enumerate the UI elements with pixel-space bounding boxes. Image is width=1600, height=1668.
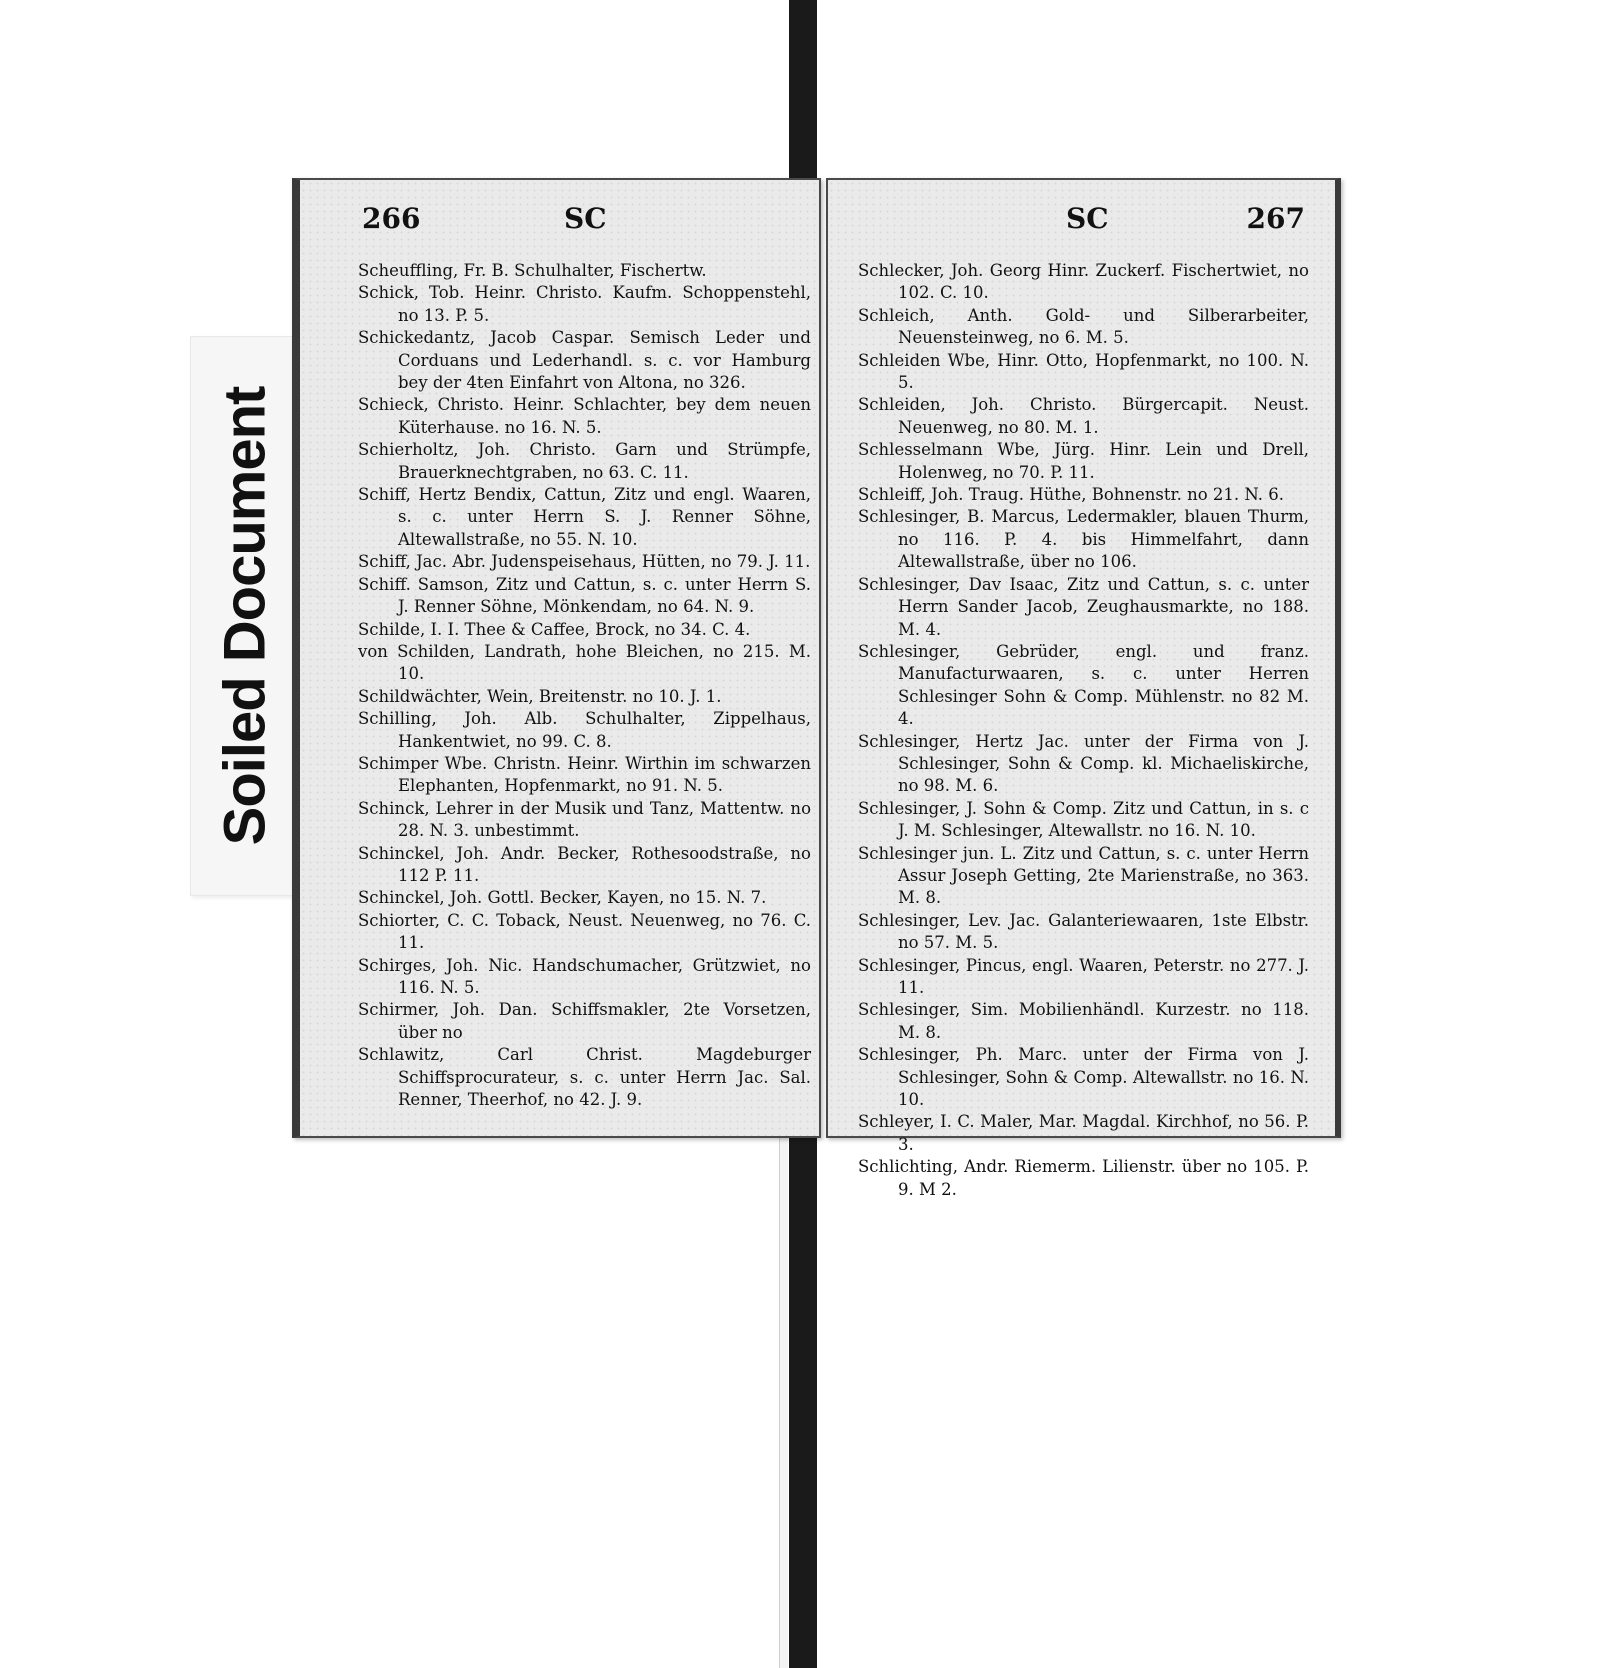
directory-entry: Schlesinger, Dav Isaac, Zitz und Cattun, s. c. unter Herrn Sander Jacob, Zeughausmarkte, no 188. M. 4. (858, 574, 1309, 639)
entry-list (358, 260, 811, 1111)
directory-entry: Schlawitz, Carl Christ. Magdeburger Schiffsprocurateur, s. c. unter Herrn Jac. Sal. Renner, Theerhof, no 42. J. 9. (358, 1045, 811, 1110)
directory-entry: Schleiff, Joh. Traug. Hüthe, Bohnenstr. no 21. N. 6. (858, 485, 1284, 505)
directory-entry: Schlesinger, J. Sohn & Comp. Zitz und Cattun, in s. c J. M. Schlesinger, Altewallstr. no 16. N. 10. (858, 798, 1309, 841)
directory-entry: Schimper Wbe. Christn. Heinr. Wirthin im schwarzen Elephanten, Hopfenmarkt, no 91. N. 5. (358, 753, 811, 796)
directory-entry: Schick, Tob. Heinr. Christo. Kaufm. Schoppenstehl, no 13. P. 5. (358, 283, 811, 325)
directory-entry: Schleiden Wbe, Hinr. Otto, Hopfenmarkt, no 100. N. 5. (858, 350, 1309, 393)
soiled-document-label (190, 336, 300, 896)
directory-entry: Schilling, Joh. Alb. Schulhalter, Zippelhaus, Hankentwiet, no 99. C. 8. (358, 709, 811, 751)
running-header: SC (564, 202, 607, 235)
directory-entry: Schlesinger, Pincus, engl. Waaren, Peterstr. no 277. J. 11. (858, 955, 1309, 997)
directory-entry: Schiff, Hertz Bendix, Cattun, Zitz und engl. Waaren, s. c. unter Herrn S. J. Renner Söhne, Altewallstraße, no 55. N. 10. (358, 485, 811, 549)
directory-entry: Schlesinger, Lev. Jac. Galanteriewaaren, 1ste Elbstr. no 57. M. 5. (858, 910, 1309, 953)
directory-entry: Schlesinger, Sim. Mobilienhändl. Kurzestr. no 118. M. 8. (858, 1000, 1309, 1042)
binding-strip-top (789, 0, 817, 180)
directory-entry: Schickedantz, Jacob Caspar. Semisch Leder und Corduans und Lederhandl. s. c. vor Hamburg bey der 4ten Einfahrt von Altona, no 326. (358, 328, 811, 393)
directory-entry: Schlesinger jun. L. Zitz und Cattun, s. c. unter Herrn Assur Joseph Getting, 2te Marienstraße, no 363. M. 8. (858, 843, 1309, 908)
binding-strip-bottom (789, 1128, 817, 1668)
directory-entry: Schinck, Lehrer in der Musik und Tanz, Mattentw. no 28. N. 3. unbestimmt. (358, 798, 811, 841)
directory-entry: Schleiden, Joh. Christo. Bürgercapit. Neust. Neuenweg, no 80. M. 1. (858, 395, 1309, 437)
directory-entry: Schlesselmann Wbe, Jürg. Hinr. Lein und Drell, Holenweg, no 70. P. 11. (858, 440, 1309, 482)
directory-entry: Schirges, Joh. Nic. Handschumacher, Grützwiet, no 116. N. 5. (358, 955, 811, 997)
directory-entry: Schirmer, Joh. Dan. Schiffsmakler, 2te Vorsetzen, über no (358, 1000, 811, 1042)
directory-entry: von Schilden, Landrath, hohe Bleichen, no 215. M. 10. (358, 641, 811, 684)
directory-entry: Schlesinger, Ph. Marc. unter der Firma von J. Schlesinger, Sohn & Comp. Altewallstr. no 16. N. 10. (858, 1045, 1309, 1110)
directory-entry: Schlesinger, Gebrüder, engl. und franz. Manufacturwaaren, s. c. unter Herren Schlesinger Sohn & Comp. Mühlenstr. no 82 M. 4. (858, 641, 1309, 729)
directory-entry: Schinckel, Joh. Gottl. Becker, Kayen, no 15. N. 7. (358, 888, 767, 908)
directory-entry: Schiff. Samson, Zitz und Cattun, s. c. unter Herrn S. J. Renner Söhne, Mönkendam, no 64. N. 9. (358, 574, 811, 617)
page-number: 267 (1246, 202, 1305, 235)
directory-entry: Schleich, Anth. Gold- und Silberarbeiter, Neuensteinweg, no 6. M. 5. (858, 305, 1309, 348)
directory-entry: Schlesinger, Hertz Jac. unter der Firma von J. Schlesinger, Sohn & Comp. kl. Michaeliskirche, no 98. M. 6. (858, 731, 1309, 796)
directory-entry: Schieck, Christo. Heinr. Schlachter, bey dem neuen Küterhause. no 16. N. 5. (358, 395, 811, 437)
directory-entry: Schlesinger, B. Marcus, Ledermakler, blauen Thurm, no 116. P. 4. bis Himmelfahrt, dann Altewallstraße, über no 106. (858, 507, 1309, 572)
left-page (292, 178, 821, 1138)
directory-entry: Schilde, I. I. Thee & Caffee, Brock, no 34. C. 4. (358, 619, 751, 639)
entry-list (858, 260, 1309, 1201)
directory-entry: Schinckel, Joh. Andr. Becker, Rothesoodstraße, no 112 P. 11. (358, 843, 811, 885)
directory-entry: Schiorter, C. C. Toback, Neust. Neuenweg, no 76. C. 11. (358, 910, 811, 953)
directory-entry: Schlecker, Joh. Georg Hinr. Zuckerf. Fischertwiet, no 102. C. 10. (858, 261, 1309, 303)
directory-entry: Schildwächter, Wein, Breitenstr. no 10. J. 1. (358, 686, 722, 706)
directory-entry: Schierholtz, Joh. Christo. Garn und Strümpfe, Brauerknechtgraben, no 63. C. 11. (358, 440, 811, 482)
right-page (826, 178, 1341, 1199)
directory-entry: Schlichting, Andr. Riemerm. Lilienstr. über no 105. P. 9. M 2. (858, 1157, 1309, 1199)
directory-entry: Schleyer, I. C. Maler, Mar. Magdal. Kirchhof, no 56. P. 3. (858, 1112, 1309, 1154)
running-header: SC (1066, 202, 1109, 235)
directory-entry: Schiff, Jac. Abr. Judenspeisehaus, Hütten, no 79. J. 11. (358, 552, 811, 572)
label-text: Soiled Document (212, 386, 278, 846)
directory-entry: Scheuffling, Fr. B. Schulhalter, Fischertw. (358, 261, 707, 280)
page-number: 266 (362, 202, 421, 235)
